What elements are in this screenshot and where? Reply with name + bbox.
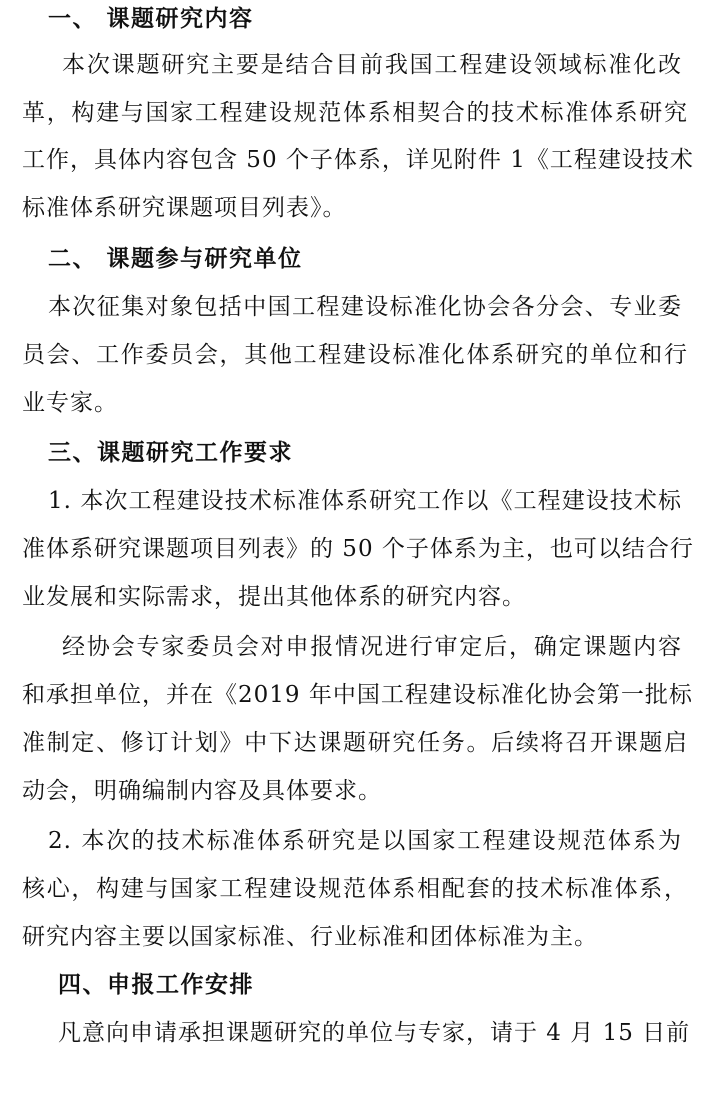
paragraph-line: 本次课题研究主要是结合目前我国工程建设领域标准化改 <box>62 52 682 78</box>
section-heading: 三、课题研究工作要求 <box>48 440 293 466</box>
paragraph-line: 员会、工作委员会，其他工程建设标准化体系研究的单位和行 <box>22 342 688 368</box>
paragraph-line: 2. 本次的技术标准体系研究是以国家工程建设规范体系为 <box>48 828 682 854</box>
paragraph-line: 业专家。 <box>22 390 118 416</box>
paragraph-line: 准制定、修订计划》中下达课题研究任务。后续将召开课题启 <box>22 730 688 756</box>
paragraph-line: 经协会专家委员会对申报情况进行审定后，确定课题内容 <box>62 634 682 660</box>
paragraph-line: 业发展和实际需求，提出其他体系的研究内容。 <box>22 584 526 610</box>
paragraph-line: 凡意向申请承担课题研究的单位与专家，请于 4 月 15 日前 <box>58 1020 691 1046</box>
paragraph-line: 核心，构建与国家工程建设规范体系相配套的技术标准体系， <box>22 876 688 902</box>
paragraph-line: 标准体系研究课题项目列表》。 <box>22 195 347 221</box>
paragraph-line: 准体系研究课题项目列表》的 50 个子体系为主，也可以结合行 <box>22 536 694 562</box>
paragraph-line: 革，构建与国家工程建设规范体系相契合的技术标准体系研究 <box>22 100 688 126</box>
section-heading: 四、申报工作安排 <box>58 972 254 998</box>
paragraph-line: 和承担单位，并在《2019 年中国工程建设标准化协会第一批标 <box>22 682 693 708</box>
section-heading: 二、 课题参与研究单位 <box>48 246 303 272</box>
paragraph-line: 动会，明确编制内容及具体要求。 <box>22 778 382 804</box>
section-heading: 一、 课题研究内容 <box>48 6 254 32</box>
paragraph-line: 工作，具体内容包含 50 个子体系，详见附件 1《工程建设技术 <box>22 147 694 173</box>
paragraph-line: 研究内容主要以国家标准、行业标准和团体标准为主。 <box>22 924 598 950</box>
paragraph-line: 1. 本次工程建设技术标准体系研究工作以《工程建设技术标 <box>48 488 682 514</box>
paragraph-line: 本次征集对象包括中国工程建设标准化协会各分会、专业委 <box>48 294 682 320</box>
